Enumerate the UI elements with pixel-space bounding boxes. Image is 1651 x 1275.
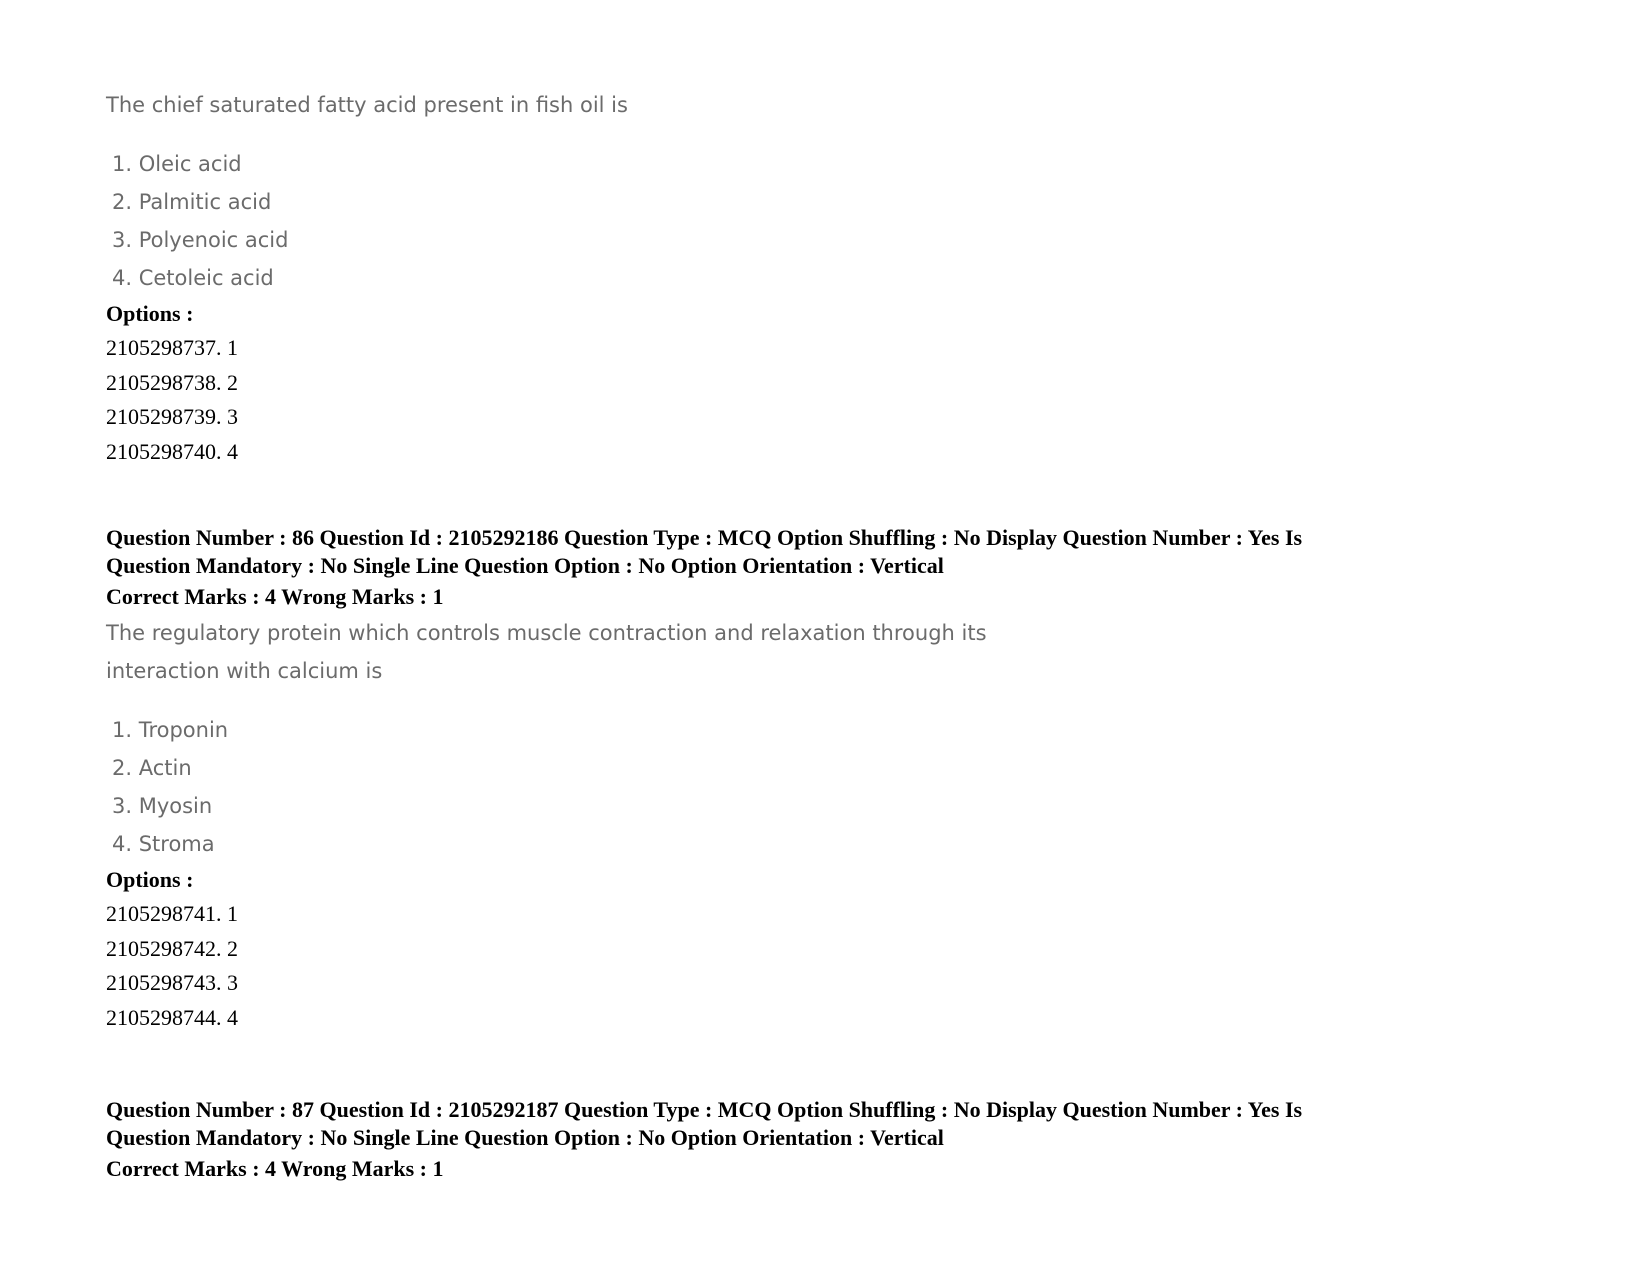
answer-choice: 1. Troponin: [112, 718, 229, 742]
question-stem-line: The regulatory protein which controls muscle contraction and relaxation through its: [106, 621, 987, 645]
option-id: 2105298737. 1: [106, 335, 238, 360]
question-meta-line: Question Mandatory : No Single Line Question Option : No Option Orientation : Vertical: [106, 1125, 944, 1150]
answer-choice: 4. Cetoleic acid: [112, 266, 274, 290]
option-id: 2105298741. 1: [106, 901, 238, 926]
question-marks: Correct Marks : 4 Wrong Marks : 1: [106, 584, 444, 609]
question-stem: The chief saturated fatty acid present in fish oil is: [106, 93, 628, 117]
answer-choice: 2. Actin: [112, 756, 192, 780]
question-meta: [106, 1096, 1302, 1152]
answer-choice: 2. Palmitic acid: [112, 190, 272, 214]
question-stem-line: interaction with calcium is: [106, 659, 383, 683]
options-label: Options :: [106, 301, 194, 326]
question-meta-line: Question Mandatory : No Single Line Question Option : No Option Orientation : Vertical: [106, 553, 944, 578]
answer-choices: [106, 145, 628, 297]
question-stem: [106, 614, 1302, 690]
question-marks: Correct Marks : 4 Wrong Marks : 1: [106, 1156, 444, 1181]
option-id: 2105298743. 3: [106, 970, 238, 995]
options-label: Options :: [106, 867, 194, 892]
option-id: 2105298742. 2: [106, 935, 238, 961]
answer-choice: 3. Polyenoic acid: [112, 228, 289, 252]
question-meta: [106, 524, 1302, 580]
option-id: 2105298738. 2: [106, 369, 238, 395]
answer-choice: 4. Stroma: [112, 832, 215, 856]
answer-choices: [106, 711, 1302, 863]
question-meta-line: Question Number : 87 Question Id : 2105292187 Question Type : MCQ Option Shuffling : No Display Question Number : Yes Is: [106, 1097, 1303, 1122]
question-meta-line: Question Number : 86 Question Id : 2105292186 Question Type : MCQ Option Shuffling : No Display Question Number : Yes Is: [106, 525, 1303, 550]
option-id-list: [106, 897, 1302, 1035]
question-87: [106, 1096, 1302, 1186]
answer-choice: 3. Myosin: [112, 794, 213, 818]
option-id: 2105298744. 4: [106, 1004, 238, 1030]
question-86: [106, 524, 1302, 1035]
option-id: 2105298739. 3: [106, 404, 238, 429]
answer-choice: 1. Oleic acid: [112, 152, 242, 176]
question-85: [106, 86, 628, 469]
option-id: 2105298740. 4: [106, 438, 238, 464]
option-id-list: [106, 331, 628, 469]
